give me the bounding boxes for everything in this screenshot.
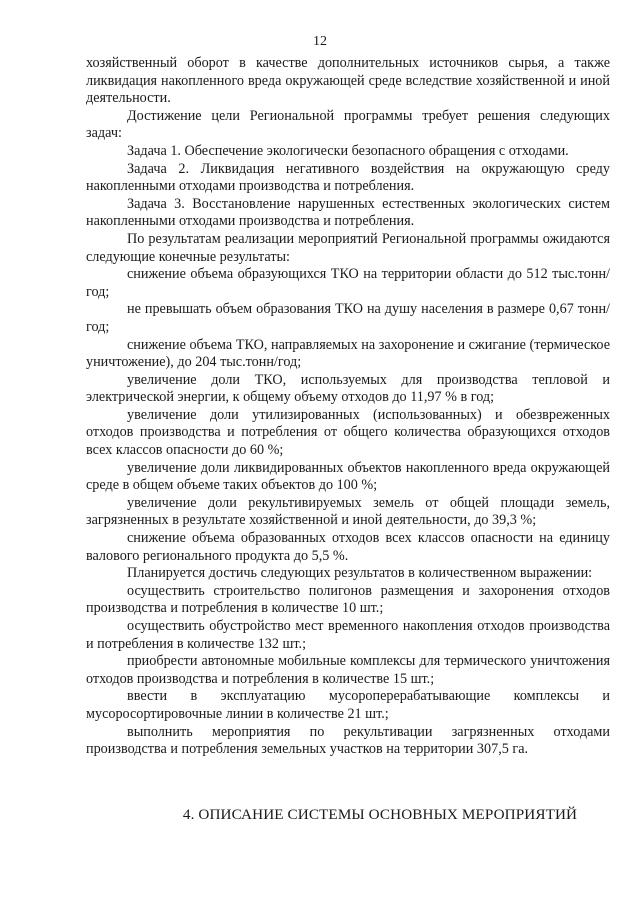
task-3: Задача 3. Восстановление нарушенных естественных экологических систем накопленными отходами производства и потребления. (86, 195, 610, 230)
result-item: увеличение доли рекультивируемых земель от общей площади земель, загрязненных в результате хозяйственной и иной деятельности, до 39,3 %; (86, 494, 610, 529)
paragraph-goal: Достижение цели Региональной программы требует решения следующих задач: (86, 107, 610, 142)
result-item: увеличение доли ТКО, используемых для производства тепловой и электрической энергии, к общему объему отходов до 11,97 % в год; (86, 371, 610, 406)
quantitative-item: осуществить строительство полигонов размещения и захоронения отходов производства и потребления в количестве 10 шт.; (86, 582, 610, 617)
quantitative-item: осуществить обустройство мест временного накопления отходов производства и потребления в количестве 132 шт.; (86, 618, 610, 652)
paragraph-quantitative-intro: Планируется достичь следующих результатов в количественном выражении: (127, 565, 593, 582)
quantitative-item: приобрести автономные мобильные комплексы для термического уничтожения отходов производства и потребления в количестве 15 шт.; (86, 653, 610, 687)
page-number: 12 (313, 34, 327, 49)
result-item: увеличение доли утилизированных (использованных) и обезвреженных отходов производства и потребления от общего количества образующихся отходов всех классов опасности до 60 %; (86, 406, 610, 459)
quantitative-item: выполнить мероприятия по рекультивации загрязненных отходами производства и потребления земельных участков на территории 307,5 га. (86, 723, 610, 758)
result-item: снижение объема образующихся ТКО на территории области до 512 тыс.тонн/год; (86, 266, 610, 300)
result-item: увеличение доли ликвидированных объектов накопленного вреда окружающей среде в общем объеме таких объектов до 100 %; (86, 459, 610, 494)
paragraph-results-intro: По результатам реализации мероприятий Региональной программы ожидаются следующие конечные результаты: (86, 230, 610, 265)
result-item: снижение объема образованных отходов всех классов опасности на единицу валового регионального продукта до 5,5 %. (86, 530, 610, 564)
body-text (86, 55, 610, 759)
result-item: снижение объема ТКО, направляемых на захоронение и сжигание (термическое уничтожение), до 204 тыс.тонн/год; (86, 336, 610, 371)
paragraph-continuation: хозяйственный оборот в качестве дополнительных источников сырья, а также ликвидация накопленного вреда окружающей среде вследствие хозяйственной и иной деятельности. (86, 55, 610, 107)
quantitative-item: ввести в эксплуатацию мусороперерабатывающие комплексы и мусоросортировочные линии в количестве 21 шт.; (86, 688, 610, 722)
task-2: Задача 2. Ликвидация негативного воздействия на окружающую среду накопленными отходами производства и потребления. (86, 160, 610, 195)
section-heading: 4. ОПИСАНИЕ СИСТЕМЫ ОСНОВНЫХ МЕРОПРИЯТИЙ (182, 806, 578, 823)
task-1: Задача 1. Обеспечение экологически безопасного обращения с отходами. (127, 142, 569, 159)
result-item: не превышать объем образования ТКО на душу населения в размере 0,67 тонн/год; (86, 301, 610, 335)
